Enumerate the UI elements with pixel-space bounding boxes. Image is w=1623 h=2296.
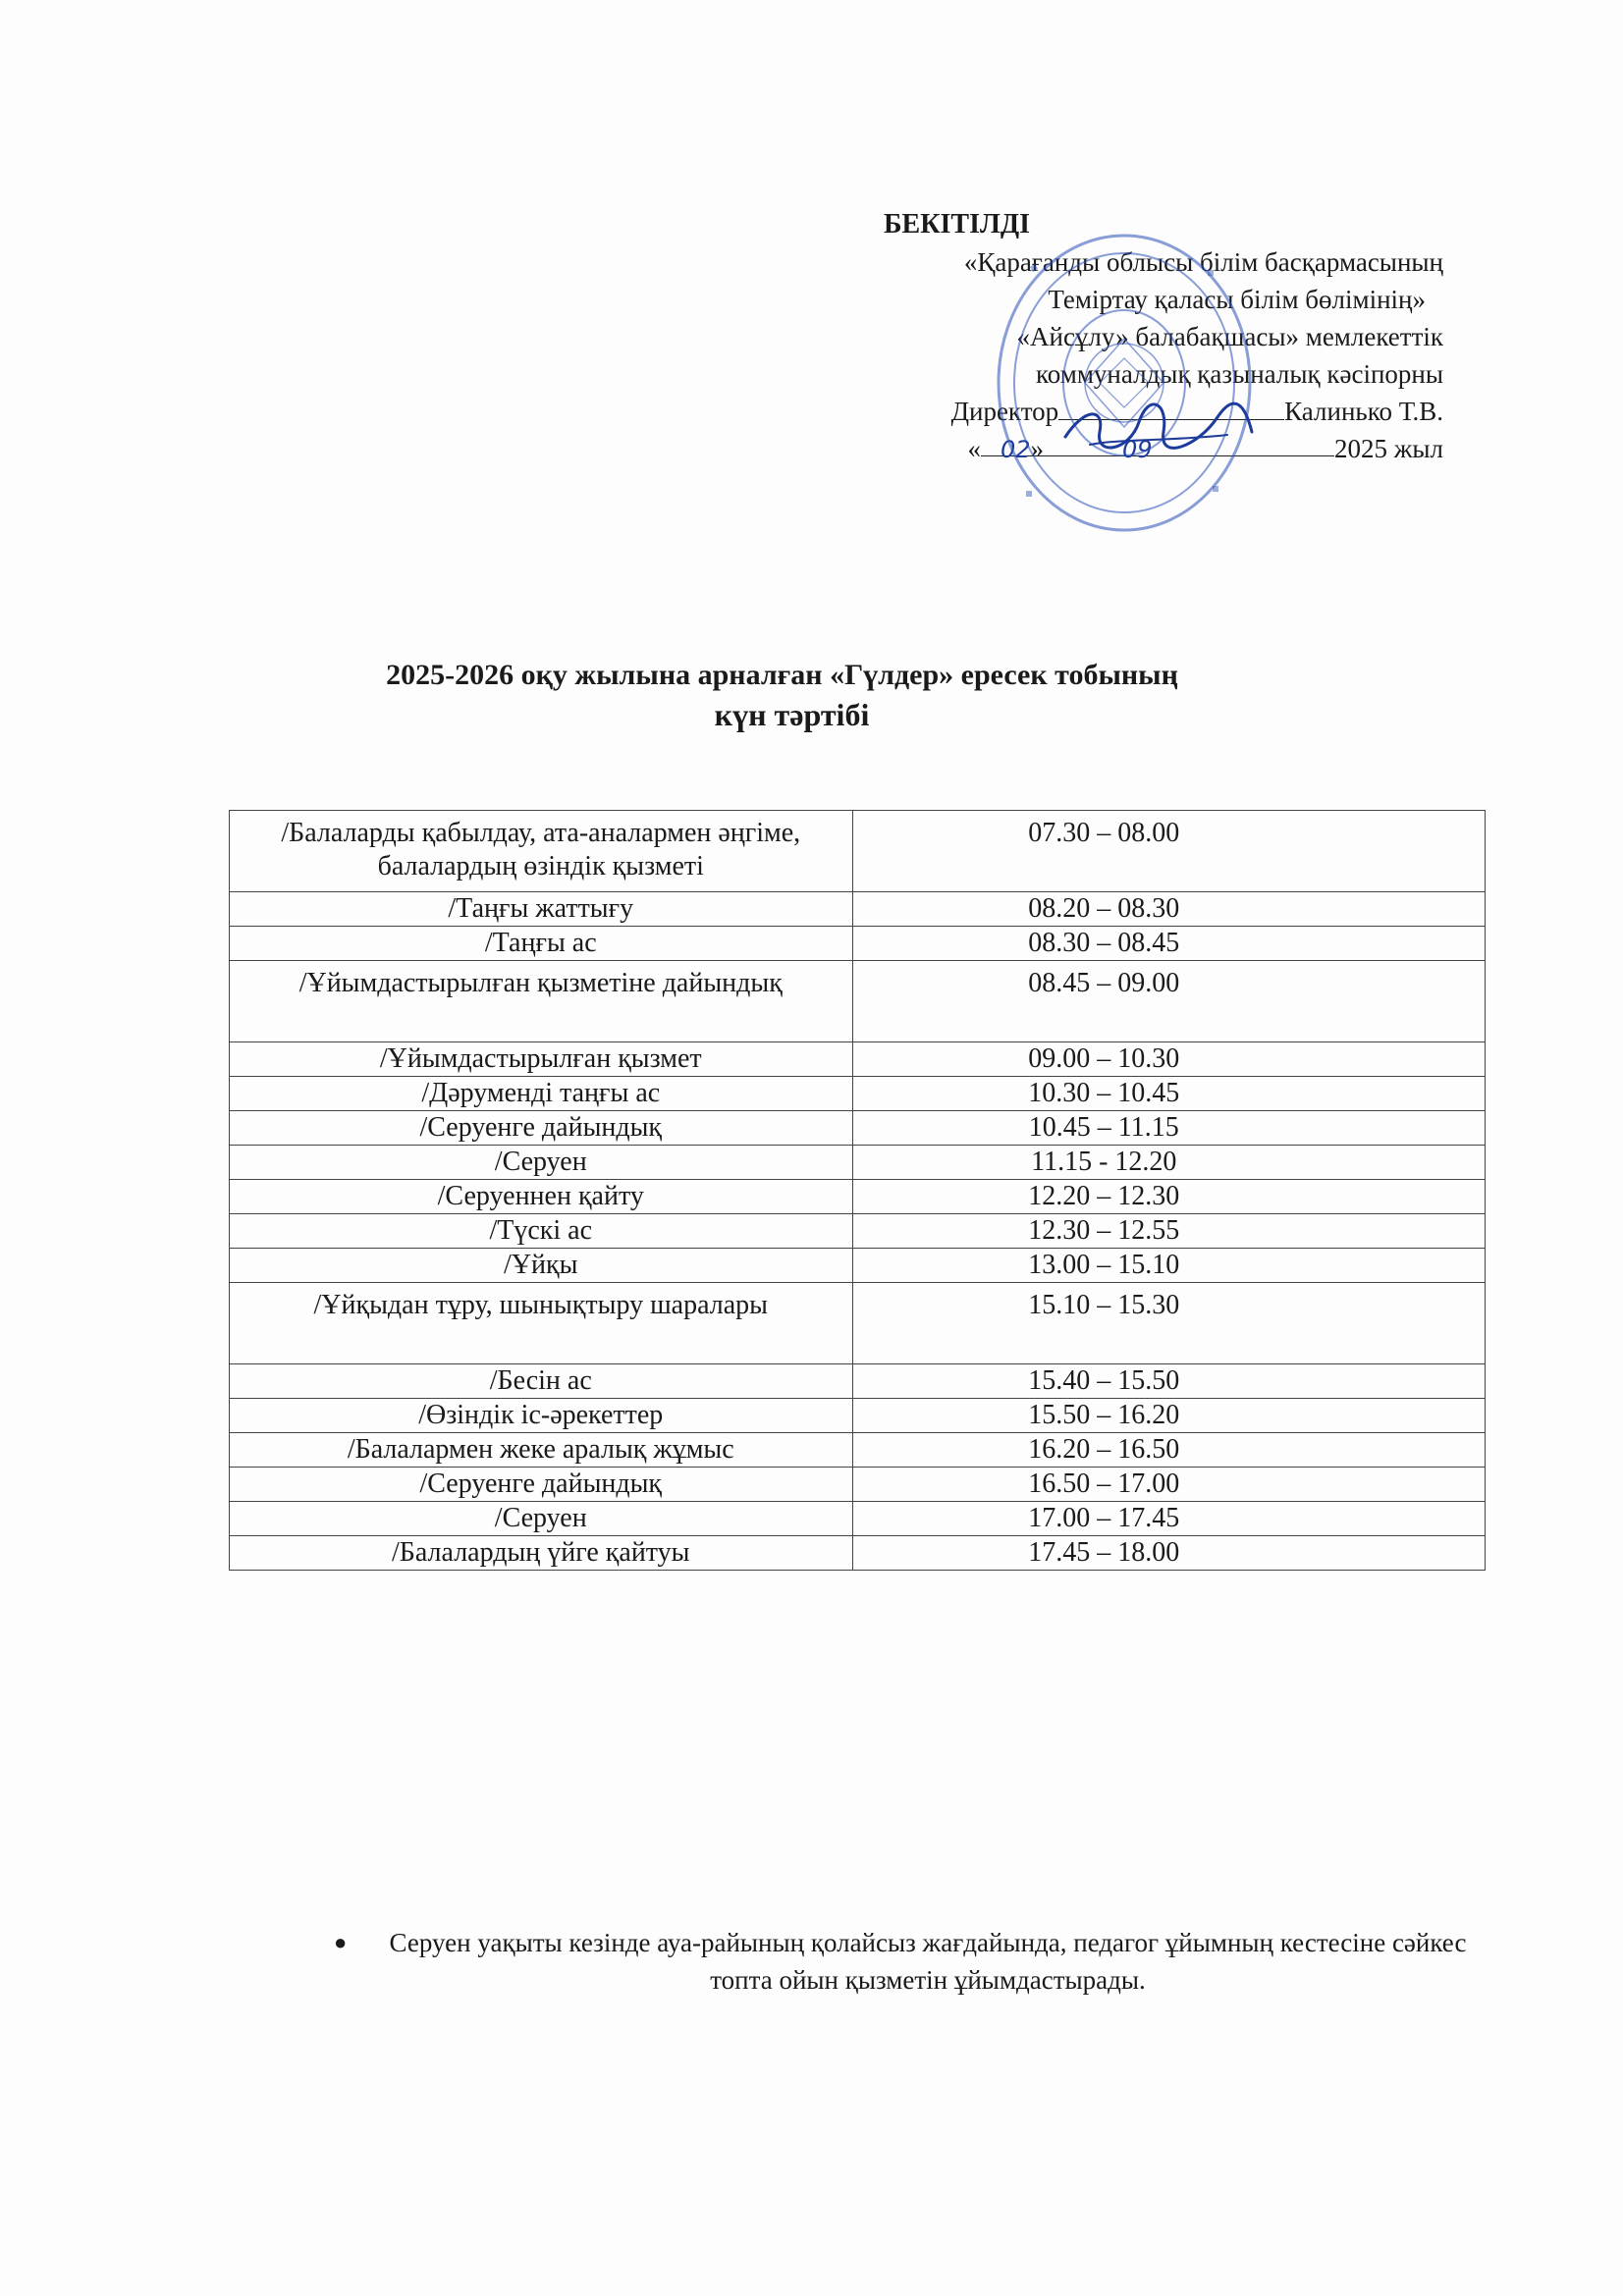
schedule-row — [230, 1468, 1486, 1502]
activity-cell: /Серуеннен қайту — [230, 1180, 853, 1214]
schedule-row — [230, 1111, 1486, 1146]
heading-line-1: 2025-2026 оқу жылына арналған «Гүлдер» ересек тобының — [386, 659, 1178, 691]
note-text: Серуен уақыты кезінде ауа-райының қолайсыз жағдайында, педагог ұйымның кестесіне сәйкес топта ойын қызметін ұйымдастырады. — [389, 1928, 1467, 1995]
approval-line: «Айсұлу» балабақшасы» мемлекеттік — [1016, 322, 1443, 351]
director-label: Директор — [950, 397, 1059, 426]
schedule-row — [230, 927, 1486, 961]
director-name: Калинько Т.В. — [1284, 397, 1443, 426]
time-cell: 08.20 – 08.30 — [852, 892, 1485, 927]
signature-icon — [1060, 398, 1257, 456]
activity-cell: /Бесін ас — [230, 1364, 853, 1399]
activity-cell: /Түскі ас — [230, 1214, 853, 1249]
activity-cell: /Балалардың үйге қайтуы — [230, 1536, 853, 1571]
date-month: 09 — [1122, 436, 1153, 463]
activity-cell: /Ұйқы — [230, 1249, 853, 1283]
time-cell: 15.50 – 16.20 — [852, 1399, 1485, 1433]
time-cell: 08.30 – 08.45 — [852, 927, 1485, 961]
activity-cell: /Серуен — [230, 1502, 853, 1536]
schedule-row — [230, 892, 1486, 927]
activity-cell: /Дәруменді таңғы ас — [230, 1077, 853, 1111]
time-cell: 15.10 – 15.30 — [852, 1283, 1485, 1364]
round-stamp-icon — [992, 226, 1257, 540]
document-heading — [0, 656, 1623, 734]
time-cell: 16.20 – 16.50 — [852, 1433, 1485, 1468]
bullet-dot-icon: ● — [334, 1930, 348, 1954]
activity-cell: /Ұйқыдан тұру, шынықтыру шаралары — [230, 1283, 853, 1364]
time-cell: 08.45 – 09.00 — [852, 961, 1485, 1042]
date-open-quote: « — [967, 434, 981, 463]
schedule-body — [230, 811, 1486, 1571]
schedule-row — [230, 961, 1486, 1042]
time-cell: 10.45 – 11.15 — [852, 1111, 1485, 1146]
schedule-row — [230, 1214, 1486, 1249]
activity-cell: /Таңғы жаттығу — [230, 892, 853, 927]
activity-cell: /Балалармен жеке аралық жұмыс — [230, 1433, 853, 1468]
approval-line: Теміртау қаласы білім бөлімінің» — [1048, 285, 1426, 314]
date-close-quote: » — [1030, 434, 1045, 463]
schedule-row — [230, 1502, 1486, 1536]
date-day: 02 — [1000, 436, 1031, 463]
time-cell: 12.20 – 12.30 — [852, 1180, 1485, 1214]
time-cell: 17.00 – 17.45 — [852, 1502, 1485, 1536]
schedule-row — [230, 1399, 1486, 1433]
activity-cell: /Серуен — [230, 1146, 853, 1180]
time-cell: 17.45 – 18.00 — [852, 1536, 1485, 1571]
time-cell: 10.30 – 10.45 — [852, 1077, 1485, 1111]
schedule-row — [230, 811, 1486, 892]
schedule-row — [230, 1146, 1486, 1180]
activity-cell: /Ұйымдастырылған қызметіне дайындық — [230, 961, 853, 1042]
approval-line: «Қарағанды облысы білім басқармасының — [963, 247, 1443, 277]
schedule-row — [230, 1042, 1486, 1077]
activity-cell: /Серуенге дайындық — [230, 1468, 853, 1502]
activity-cell: /Ұйымдастырылған қызмет — [230, 1042, 853, 1077]
time-cell: 09.00 – 10.30 — [852, 1042, 1485, 1077]
time-cell: 07.30 – 08.00 — [852, 811, 1485, 892]
time-cell: 16.50 – 17.00 — [852, 1468, 1485, 1502]
time-cell: 13.00 – 15.10 — [852, 1249, 1485, 1283]
schedule-row — [230, 1536, 1486, 1571]
activity-cell: /Таңғы ас — [230, 927, 853, 961]
date-year: 2025 жыл — [1333, 434, 1443, 463]
schedule-table — [229, 810, 1486, 1571]
schedule-row — [230, 1249, 1486, 1283]
time-cell: 15.40 – 15.50 — [852, 1364, 1485, 1399]
approval-line: коммуналдық қазыналық кәсіпорны — [1036, 359, 1443, 389]
activity-cell: /Өзіндік іс-әрекеттер — [230, 1399, 853, 1433]
time-cell: 11.15 - 12.20 — [852, 1146, 1485, 1180]
activity-cell: /Серуенге дайындық — [230, 1111, 853, 1146]
activity-cell: /Балаларды қабылдау, ата-аналармен әңгіме, балалардың өзіндік қызметі — [230, 811, 853, 892]
schedule-row — [230, 1283, 1486, 1364]
approval-title: БЕКІТІЛДІ — [884, 209, 1030, 240]
heading-line-2: күн тәртібі — [714, 697, 870, 732]
schedule-row — [230, 1180, 1486, 1214]
time-cell: 12.30 – 12.55 — [852, 1214, 1485, 1249]
schedule-row — [230, 1077, 1486, 1111]
schedule-row — [230, 1364, 1486, 1399]
note-block — [334, 1924, 1492, 1999]
schedule-row — [230, 1433, 1486, 1468]
